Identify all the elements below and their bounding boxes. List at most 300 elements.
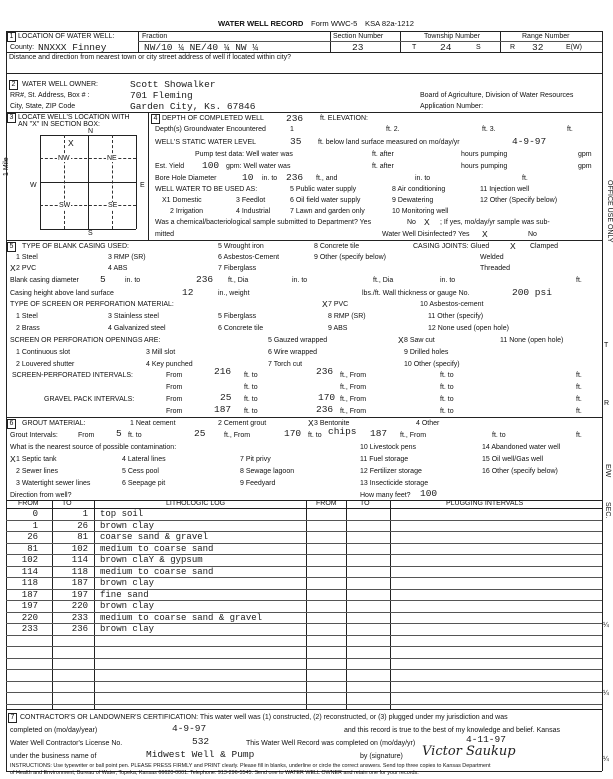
use-5: 5 Public water supply bbox=[290, 186, 357, 193]
grout-3: 3 Bentonite bbox=[314, 420, 350, 427]
source-1: 1 Septic tank bbox=[16, 456, 57, 463]
log-from: 220 bbox=[21, 612, 38, 623]
use-12: 12 Other (Specify below) bbox=[480, 197, 558, 204]
joints-x: X bbox=[510, 241, 516, 252]
township-s: S bbox=[476, 44, 481, 51]
section-number: 1 bbox=[7, 32, 16, 42]
gpi-to-2: 236 bbox=[316, 404, 334, 415]
compass-n: N bbox=[88, 128, 94, 135]
section-label: Section Number bbox=[333, 33, 384, 40]
rule bbox=[40, 229, 136, 230]
casing-9: 9 Other (specify below) bbox=[314, 254, 386, 261]
rule bbox=[138, 31, 139, 53]
log-row-rule bbox=[6, 577, 602, 578]
bore-ft: ft. bbox=[522, 175, 528, 182]
rule bbox=[148, 112, 149, 240]
casing-2: 2 PVC bbox=[16, 265, 37, 272]
log-to: 197 bbox=[71, 589, 88, 600]
gauge-value: 200 psi bbox=[512, 287, 552, 298]
log-to: 233 bbox=[71, 612, 88, 623]
screen-type-label: TYPE OF SCREEN OR PERFORATION MATERIAL: bbox=[10, 301, 174, 308]
screen-6: 6 Concrete tile bbox=[218, 325, 264, 332]
compass-s: S bbox=[88, 230, 93, 237]
use-6: 6 Oil field water supply bbox=[290, 197, 361, 204]
ksa-number: KSA 82a-1212 bbox=[365, 19, 414, 28]
bore-value: 10 bbox=[242, 172, 254, 183]
grout-from2: 170 bbox=[284, 428, 302, 439]
grout-to3-label: ft. to bbox=[492, 432, 506, 439]
opening-5: 5 Gauzed wrapped bbox=[268, 337, 328, 344]
source-9: 9 Feedyard bbox=[240, 480, 276, 487]
locate-title-2: AN "X" IN SECTION BOX: bbox=[18, 121, 100, 128]
log-to: 114 bbox=[71, 555, 88, 565]
grout-from2-label: ft., From bbox=[224, 432, 251, 439]
opening-8: 8 Saw cut bbox=[404, 337, 435, 344]
casing-2-x: X bbox=[10, 263, 16, 274]
use-7: 7 Lawn and garden only bbox=[290, 208, 365, 215]
log-row-rule bbox=[6, 531, 602, 532]
use-3: 3 Feedlot bbox=[236, 197, 266, 204]
disinfected-x: X bbox=[482, 229, 488, 240]
screen-8: 8 RMP (SR) bbox=[328, 313, 366, 320]
spi-to2-label-2: ft. to bbox=[440, 384, 454, 391]
cert-text: CONTRACTOR'S OR LANDOWNER'S CERTIFICATION: This water well was (1) constructed, (2) reconstructed, or (3) plugged under my jurisdiction and was bbox=[20, 714, 508, 721]
signature-label: by (signature) bbox=[360, 753, 403, 760]
depth-label: DEPTH OF COMPLETED WELL bbox=[162, 115, 264, 122]
gpi-to: 170 bbox=[318, 392, 336, 403]
bore-label: Bore Hole Diameter bbox=[155, 175, 217, 182]
quad-nw: NW bbox=[58, 155, 70, 162]
grout-from3-label: ft., From bbox=[400, 432, 427, 439]
opening-7: 7 Torch cut bbox=[268, 361, 303, 368]
opening-4: 4 Key punched bbox=[146, 361, 193, 368]
gpi-to2-label: ft. to bbox=[440, 396, 454, 403]
log-description: brown clay bbox=[100, 578, 155, 588]
log-description: coarse sand & gravel bbox=[100, 532, 209, 542]
township-label: Township Number bbox=[424, 33, 481, 40]
static-rest: ft. below land surface measured on mo/day/yr bbox=[318, 139, 460, 146]
spi-from2-label-2: ft., From bbox=[340, 384, 367, 391]
log-to: 26 bbox=[77, 520, 88, 531]
gpi-from2-label-2: ft., From bbox=[340, 408, 367, 415]
business-value: Midwest Well & Pump bbox=[146, 749, 255, 760]
use-10: 10 Monitoring well bbox=[392, 208, 449, 215]
county-label: County: bbox=[10, 44, 35, 51]
est-value: 100 bbox=[202, 160, 220, 171]
rule bbox=[40, 182, 136, 183]
grout-label: GROUT MATERIAL: bbox=[22, 420, 86, 427]
diameter-in2: in. to bbox=[292, 277, 308, 284]
howmany-label: How many feet? bbox=[360, 492, 411, 499]
bore-in2: in. to bbox=[415, 175, 431, 182]
spi-from-label: From bbox=[166, 372, 183, 379]
log-row-rule bbox=[6, 520, 602, 521]
log-from: 233 bbox=[21, 624, 38, 634]
log-row-rule bbox=[6, 554, 602, 555]
wall-label: lbs./ft. Wall thickness or gauge No. bbox=[362, 290, 470, 297]
opening-9: 9 Drilled holes bbox=[404, 349, 449, 356]
spi-from-label-2: From bbox=[166, 384, 183, 391]
gw-3: ft. 3. bbox=[482, 126, 496, 133]
use-11: 11 Injection well bbox=[480, 186, 530, 193]
openings-label: SCREEN OR PERFORATION OPENINGS ARE: bbox=[10, 337, 161, 344]
screen-3: 3 Stainless steel bbox=[108, 313, 159, 320]
instructions-1: INSTRUCTIONS: Use typewriter or ball point pen. PLEASE PRESS FIRMLY and PRINT clearly. Please fill in blanks, underline or circle the correct answers. Send top three copies to Kansas Department bbox=[10, 763, 491, 769]
clamped-label: Clamped bbox=[530, 243, 559, 250]
instructions-2: of Health and Environment, Bureau of Water, Topeka, Kansas 66620-0001. Telephone: 913-296-5545. Send one to WATER WELL OWNER and retain one for your records. bbox=[10, 770, 419, 776]
spi-to-label-2: ft. to bbox=[244, 384, 258, 391]
log-row-rule bbox=[6, 612, 602, 613]
source-1-x: X bbox=[10, 454, 16, 465]
grout-3-x: X bbox=[308, 418, 314, 429]
side-quarter-1: ¼ bbox=[603, 622, 609, 629]
spi-from2-label: ft., From bbox=[340, 372, 367, 379]
elevation-label: ft. ELEVATION: bbox=[320, 115, 368, 122]
log-row-rule bbox=[6, 669, 602, 670]
log-description: fine sand bbox=[100, 589, 149, 600]
business-label: under the business name of bbox=[10, 753, 97, 760]
use-2: 2 Irrigation bbox=[170, 208, 204, 215]
range-value: 32 bbox=[532, 42, 544, 53]
est-gpm: gpm: Well water was bbox=[226, 163, 291, 170]
source-6: 6 Seepage pit bbox=[122, 480, 166, 487]
gpi-to2-label-2: ft. to bbox=[440, 408, 454, 415]
height-label: Casing height above land surface bbox=[10, 290, 114, 297]
rule bbox=[40, 158, 136, 159]
completed-value: 4-9-97 bbox=[172, 723, 207, 734]
source-13: 13 Insecticide storage bbox=[360, 480, 429, 487]
side-r: R bbox=[604, 400, 610, 407]
side-quarter-3: ¼ bbox=[603, 756, 609, 763]
pump-gpm: gpm bbox=[578, 151, 592, 158]
log-to: 220 bbox=[71, 601, 88, 611]
form-number: Form WWC-5 bbox=[311, 19, 358, 28]
screen-7: 7 PVC bbox=[328, 301, 349, 308]
office-use-label: OFFICE USE ONLY bbox=[606, 180, 613, 243]
log-to: 102 bbox=[71, 543, 88, 554]
compass-w: W bbox=[30, 182, 37, 189]
casing-7: 7 Fiberglass bbox=[218, 265, 257, 272]
address-value: 701 Fleming bbox=[130, 90, 193, 101]
opening-2: 2 Louvered shutter bbox=[16, 361, 75, 368]
log-row-rule bbox=[6, 566, 602, 567]
screen-2: 2 Brass bbox=[16, 325, 40, 332]
signature: Victor Saukup bbox=[422, 744, 516, 759]
distance-label: Distance and direction from nearest town or city street address of well if located within city? bbox=[9, 54, 292, 61]
diameter-value: 5 bbox=[100, 274, 106, 285]
est-label: Est. Yield bbox=[155, 163, 185, 170]
license-label: Water Well Contractor's License No. bbox=[10, 740, 123, 747]
est-gpm2: gpm bbox=[578, 163, 592, 170]
casing-5: 5 Wrought iron bbox=[218, 243, 264, 250]
diameter-ft: ft., Dia bbox=[373, 277, 394, 284]
bore-and: ft., and bbox=[316, 175, 338, 182]
rule bbox=[40, 205, 136, 206]
rule bbox=[6, 31, 602, 32]
casing-3: 3 RMP (SR) bbox=[108, 254, 146, 261]
log-row-rule bbox=[6, 623, 602, 624]
gpi-to-label-2: ft. to bbox=[244, 408, 258, 415]
log-description: medium to coarse sand & gravel bbox=[100, 612, 263, 623]
quad-ne: NE bbox=[107, 155, 117, 162]
log-from: 26 bbox=[27, 532, 38, 542]
range-r: R bbox=[510, 44, 516, 51]
log-to: 1 bbox=[82, 509, 88, 519]
rule bbox=[6, 73, 602, 74]
depth-value: 236 bbox=[286, 113, 304, 124]
log-to: 81 bbox=[77, 532, 88, 542]
address-label: RR#, St. Address, Box # : bbox=[10, 92, 90, 99]
log-header-from: FROM bbox=[18, 500, 39, 507]
rule bbox=[602, 31, 603, 771]
location-label: LOCATION OF WATER WELL: bbox=[18, 33, 115, 40]
screen-10: 10 Asbestos-cement bbox=[420, 301, 484, 308]
howmany-value: 100 bbox=[420, 488, 438, 499]
disinfected-no: No bbox=[528, 231, 537, 238]
grout-1: 1 Neat cement bbox=[130, 420, 176, 427]
direction-label: Direction from well? bbox=[10, 492, 72, 499]
source-4: 4 Lateral lines bbox=[122, 456, 166, 463]
fraction-value: NW/10 ¼ NE/40 ¼ NW ¼ bbox=[144, 42, 259, 53]
diameter-ft2: ft. bbox=[576, 277, 582, 284]
mile-label: 1 Mile bbox=[3, 157, 10, 176]
county-value: NNXXX Finney bbox=[38, 42, 107, 53]
screen-12: 12 None used (open hole) bbox=[428, 325, 509, 332]
fraction-label: Fraction bbox=[142, 33, 168, 40]
opening-11: 11 None (open hole) bbox=[500, 337, 564, 344]
log-header-plug: PLUGGING INTERVALS bbox=[446, 500, 524, 507]
owner-label: WATER WELL OWNER: bbox=[22, 81, 98, 88]
diameter-in3: in. to bbox=[440, 277, 456, 284]
locate-title-1: LOCATE WELL'S LOCATION WITH bbox=[18, 114, 130, 121]
license-value: 532 bbox=[192, 736, 210, 747]
groundwater-label: Depth(s) Groundwater Encountered bbox=[155, 126, 266, 133]
completed-label: completed on (mo/day/year) bbox=[10, 727, 98, 734]
log-header-to2: TO bbox=[360, 500, 370, 507]
gpi-from-2: 187 bbox=[214, 404, 232, 415]
log-from: 114 bbox=[21, 566, 38, 577]
screen-4: 4 Galvanized steel bbox=[108, 325, 166, 332]
log-row-rule bbox=[6, 646, 602, 647]
source-2: 2 Sewer lines bbox=[16, 468, 59, 475]
casing-4: 4 ABS bbox=[108, 265, 128, 272]
opening-8-x: X bbox=[398, 335, 404, 346]
rule bbox=[6, 417, 602, 418]
opening-1: 1 Continuous slot bbox=[16, 349, 71, 356]
grout-4: 4 Other bbox=[416, 420, 440, 427]
gpi-from-label-2: From bbox=[166, 408, 183, 415]
section-number: 3 bbox=[7, 113, 16, 123]
rule bbox=[136, 135, 137, 229]
screen-7-x: X bbox=[322, 299, 328, 310]
pump-after: ft. after bbox=[372, 151, 394, 158]
log-row-rule bbox=[6, 635, 602, 636]
rule bbox=[6, 112, 602, 113]
log-header-to: TO bbox=[62, 500, 72, 507]
spi-to-label: ft. to bbox=[244, 372, 258, 379]
log-from: 118 bbox=[21, 578, 38, 588]
spi-label: SCREEN-PERFORATED INTERVALS: bbox=[12, 372, 133, 379]
chem-no: No bbox=[407, 219, 416, 226]
screen-11: 11 Other (specify) bbox=[428, 313, 484, 320]
diameter-in: in. to bbox=[125, 277, 141, 284]
log-row-rule bbox=[6, 692, 602, 693]
diameter-to: 236 bbox=[196, 274, 214, 285]
weight-label: in., weight bbox=[218, 290, 250, 297]
quad-sw: SW bbox=[59, 202, 71, 209]
gw-2: ft. 2. bbox=[386, 126, 400, 133]
side-quarter-2: ¼ bbox=[603, 690, 609, 697]
side-sec: SEC. bbox=[604, 502, 611, 519]
grout-chips: chips bbox=[328, 426, 357, 437]
chem-label: Was a chemical/bacteriological sample submitted to Department? Yes bbox=[155, 219, 372, 226]
casing-8: 8 Concrete tile bbox=[314, 243, 360, 250]
casing-1: 1 Steel bbox=[16, 254, 38, 261]
rule bbox=[6, 508, 602, 509]
rule bbox=[400, 31, 401, 53]
city-value: Garden City, Ks. 67846 bbox=[130, 101, 256, 112]
side-ew: E/W bbox=[604, 464, 611, 478]
bore-in: in. to bbox=[262, 175, 278, 182]
use-1: X1 Domestic bbox=[162, 197, 202, 204]
screen-5: 5 Fiberglass bbox=[218, 313, 257, 320]
log-description: medium to coarse sand bbox=[100, 566, 214, 577]
chem-x: X bbox=[424, 217, 430, 228]
grout-to-label: ft. to bbox=[128, 432, 142, 439]
gpi-from: 25 bbox=[220, 392, 232, 403]
log-to: 187 bbox=[71, 578, 88, 588]
log-from: 102 bbox=[21, 555, 38, 565]
log-to: 236 bbox=[71, 624, 88, 634]
source-label: What is the nearest source of possible contamination: bbox=[10, 444, 177, 451]
location-mark: X bbox=[68, 138, 74, 149]
gpi-label: GRAVEL PACK INTERVALS: bbox=[44, 396, 135, 403]
log-from: 197 bbox=[21, 601, 38, 611]
log-description: brown claY & gypsum bbox=[100, 555, 203, 565]
range-label: Range Number bbox=[522, 33, 570, 40]
quad-se: SE bbox=[108, 202, 118, 209]
record-date: 4-11-97 bbox=[466, 734, 506, 745]
spi-ft: ft. bbox=[576, 372, 582, 379]
log-row-rule bbox=[6, 681, 602, 682]
section-number: 7 bbox=[8, 713, 17, 723]
spi-to: 236 bbox=[316, 366, 334, 377]
gpi-to-label: ft. to bbox=[244, 396, 258, 403]
gw-4: ft. bbox=[567, 126, 573, 133]
static-value: 35 bbox=[290, 136, 302, 147]
gpi-ft: ft. bbox=[576, 396, 582, 403]
grout-intervals-label: Grout Intervals: bbox=[10, 432, 58, 439]
threaded-label: Threaded bbox=[480, 265, 510, 272]
disinfected-label: Water Well Disinfected? Yes bbox=[382, 231, 470, 238]
log-row-rule bbox=[6, 589, 602, 590]
log-header-from2: FROM bbox=[316, 500, 337, 507]
bore-to: 236 bbox=[286, 172, 304, 183]
log-row-rule bbox=[6, 600, 602, 601]
diameter-rest: ft., Dia bbox=[228, 277, 249, 284]
casing-label: TYPE OF BLANK CASING USED: bbox=[22, 243, 129, 250]
screen-1: 1 Steel bbox=[16, 313, 38, 320]
static-date: 4-9-97 bbox=[512, 136, 547, 147]
log-from: 187 bbox=[21, 589, 38, 600]
rule bbox=[500, 31, 501, 53]
form-title: WATER WELL RECORD bbox=[218, 19, 304, 28]
side-t: T bbox=[604, 342, 609, 349]
est-hours: hours pumping bbox=[461, 163, 508, 170]
opening-10: 10 Other (specify) bbox=[404, 361, 460, 368]
grout-to: 25 bbox=[194, 428, 206, 439]
log-description: top soil bbox=[100, 509, 144, 519]
pump-label: Pump test data: Well water was bbox=[195, 151, 293, 158]
range-ew: E(W) bbox=[566, 44, 582, 51]
log-row-rule bbox=[6, 543, 602, 544]
section-number: 2 bbox=[9, 80, 18, 90]
est-after: ft. after bbox=[372, 163, 394, 170]
source-11: 11 Fuel storage bbox=[360, 456, 409, 463]
gpi-from-label: From bbox=[166, 396, 183, 403]
log-description: brown clay bbox=[100, 624, 155, 634]
rule bbox=[6, 52, 602, 53]
source-10: 10 Livestock pens bbox=[360, 444, 417, 451]
pump-hours: hours pumping bbox=[461, 151, 508, 158]
grout-from-label: From bbox=[78, 432, 95, 439]
spi-ft-2: ft. bbox=[576, 384, 582, 391]
screen-9: 9 ABS bbox=[328, 325, 348, 332]
log-description: brown clay bbox=[100, 601, 155, 611]
source-12: 12 Fertilizer storage bbox=[360, 468, 422, 475]
log-from: 0 bbox=[32, 509, 38, 519]
log-from: 1 bbox=[32, 520, 38, 531]
chem-rest: ; If yes, mo/day/yr sample was sub- bbox=[440, 219, 550, 226]
opening-3: 3 Mill slot bbox=[146, 349, 176, 356]
log-from: 81 bbox=[27, 543, 38, 554]
log-row-rule bbox=[6, 658, 602, 659]
spi-to2-label: ft. to bbox=[440, 372, 454, 379]
welded-label: Welded bbox=[480, 254, 504, 261]
chem-submitted: mitted bbox=[155, 231, 175, 238]
record-label: This Water Well Record was completed on (mo/day/yr) bbox=[246, 740, 416, 747]
source-8: 8 Sewage lagoon bbox=[240, 468, 295, 475]
compass-e: E bbox=[140, 182, 145, 189]
board-label: Board of Agriculture, Division of Water Resources bbox=[420, 92, 574, 99]
grout-from: 5 bbox=[116, 428, 122, 439]
log-row-rule bbox=[6, 704, 602, 705]
rule bbox=[330, 31, 331, 53]
source-16: 16 Other (specify below) bbox=[482, 468, 558, 475]
use-4: 4 Industrial bbox=[236, 208, 271, 215]
spi-from: 216 bbox=[214, 366, 232, 377]
section-number: 5 bbox=[7, 242, 16, 252]
rule bbox=[138, 41, 602, 42]
casing-6: 6 Asbestos-Cement bbox=[218, 254, 280, 261]
application-label: Application Number: bbox=[420, 103, 484, 110]
diameter-label: Blank casing diameter bbox=[10, 277, 79, 284]
gpi-from2-label: ft., From bbox=[340, 396, 367, 403]
section-number: 6 bbox=[7, 419, 16, 429]
source-3: 3 Watertight sewer lines bbox=[16, 480, 91, 487]
completed-rest: and this record is true to the best of my knowledge and belief. Kansas bbox=[344, 727, 560, 734]
city-label: City, State, ZIP Code bbox=[10, 103, 76, 110]
source-15: 15 Oil well/Gas well bbox=[482, 456, 544, 463]
grout-2: 2 Cement grout bbox=[218, 420, 267, 427]
township-t: T bbox=[412, 44, 417, 51]
rule bbox=[64, 135, 65, 229]
use-9: 9 Dewatering bbox=[392, 197, 434, 204]
opening-6: 6 Wire wrapped bbox=[268, 349, 318, 356]
use-label: WELL WATER TO BE USED AS: bbox=[155, 186, 258, 193]
source-7: 7 Pit privy bbox=[240, 456, 271, 463]
use-8: 8 Air conditioning bbox=[392, 186, 446, 193]
